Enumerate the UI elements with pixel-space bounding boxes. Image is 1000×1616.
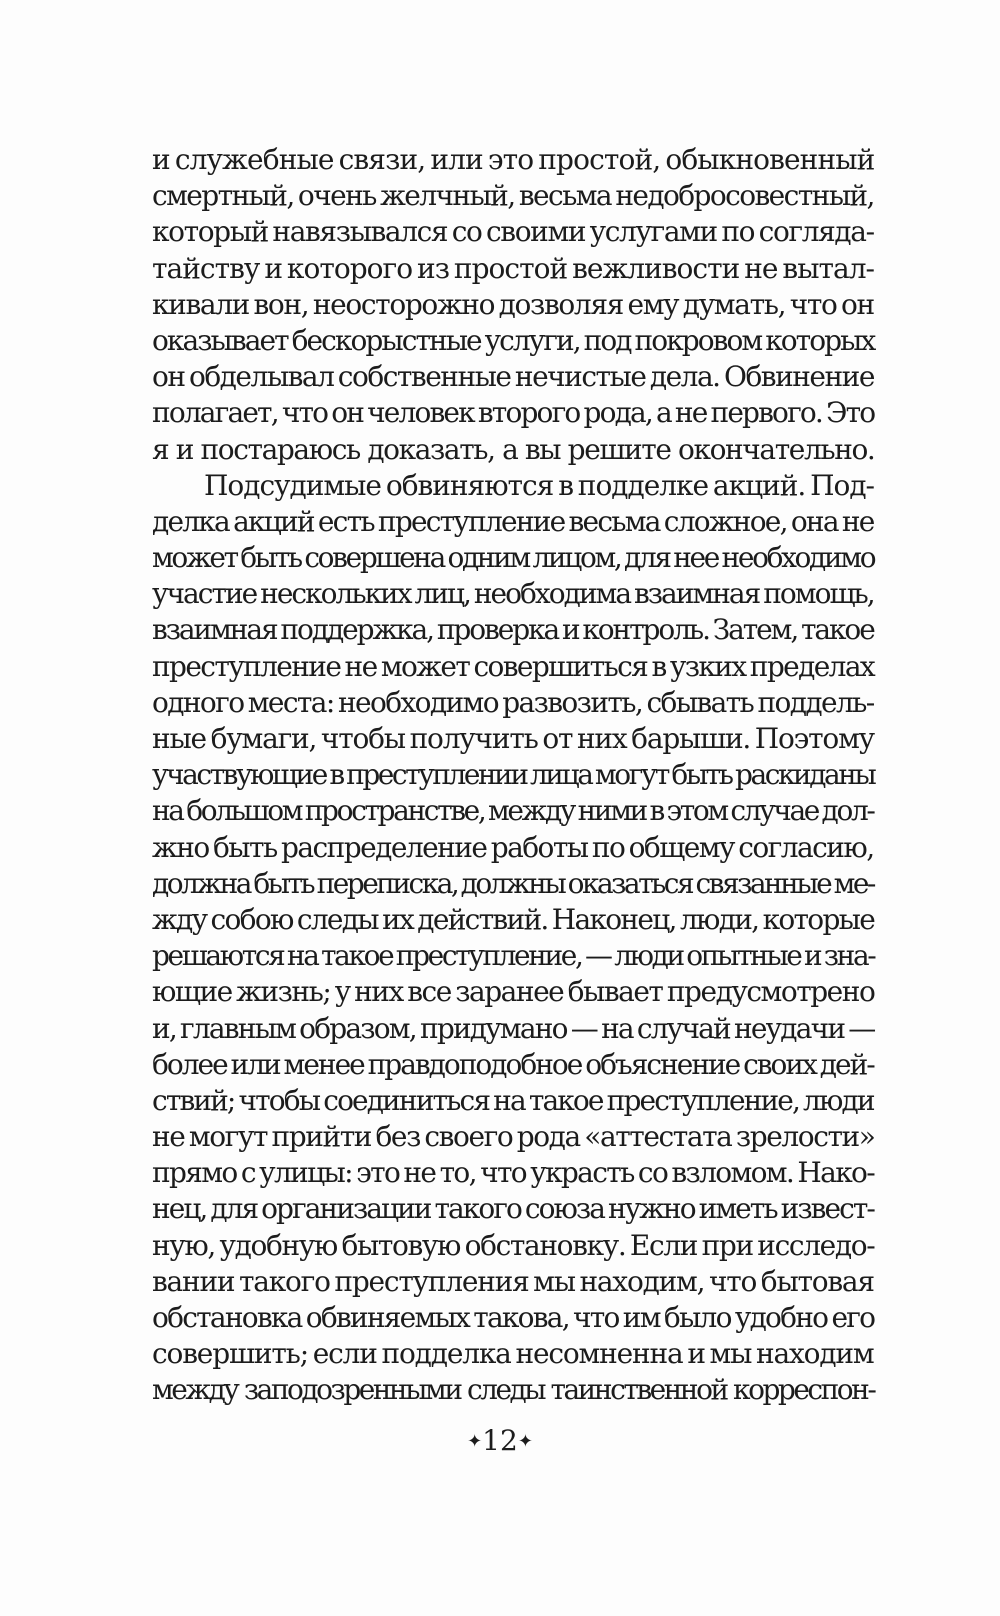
text-line: совершить; если подделка несомненна и мы находим — [152, 1337, 874, 1371]
text-line: обстановка обвиняемых такова, что им было удобно его — [152, 1301, 875, 1334]
left-ornament-icon: ✦ — [467, 1431, 483, 1452]
text-line: вании такого преступления мы находим, что бытовая — [152, 1264, 874, 1298]
text-line: преступление не может совершиться в узких пределах — [152, 649, 875, 683]
text-line: более или менее правдоподобное объяснение своих дей- — [152, 1047, 874, 1081]
text-line: жду собою следы их действий. Наконец, люди, которые — [152, 902, 875, 936]
text-line: ную, удобную бытовую обстановку. Если при исследо- — [152, 1228, 875, 1262]
text-line: кивали вон, неосторожно дозволяя ему думать, что он — [152, 287, 874, 321]
page-number — [0, 1424, 1000, 1457]
text-line: одного места: необходимо развозить, сбывать поддель- — [152, 685, 874, 719]
text-line: на большом пространстве, между ними в этом случае дол- — [152, 794, 874, 828]
right-ornament-icon: ✦ — [517, 1431, 533, 1452]
page-number-value: 12 — [482, 1424, 518, 1457]
text-line: должна быть переписка, должны оказаться связанные ме- — [152, 866, 874, 900]
text-line: решаются на такое преступление, — люди опытные и зна- — [152, 939, 875, 973]
text-line: жно быть распределение работы по общему согласию, — [152, 830, 874, 864]
text-line: не могут прийти без своего рода «аттестата зрелости» — [152, 1120, 875, 1154]
text-line: Подсудимые обвиняются в подделке акций. Под- — [204, 468, 874, 502]
paragraph — [152, 468, 874, 1409]
text-line: ющие жизнь; у них все заранее бывает предусмотрено — [152, 975, 875, 1009]
text-line: смертный, очень желчный, весьма недобросовестный, — [152, 179, 874, 213]
text-line: прямо с улицы: это не то, что украсть со взломом. Нако- — [152, 1156, 875, 1190]
paragraph — [152, 142, 874, 468]
text-line: ные бумаги, чтобы получить от них барыши. Поэтому — [152, 722, 874, 755]
text-line: участие нескольких лиц, необходима взаимная помощь, — [152, 577, 874, 611]
text-line: делка акций есть преступление весьма сложное, она не — [152, 504, 874, 538]
text-line: может быть совершена одним лицом, для нее необходимо — [152, 541, 875, 575]
body-text — [152, 142, 874, 1409]
text-line: нец, для организации такого союза нужно иметь извест- — [152, 1192, 874, 1226]
text-line: полагает, что он человек второго рода, а не первого. Это — [152, 396, 875, 430]
text-line: тайству и которого из простой вежливости не вытал- — [152, 251, 875, 285]
text-line: между заподозренными следы таинственной корреспон- — [152, 1373, 875, 1407]
text-line: участвующие в преступлении лица могут быть раскиданы — [152, 758, 875, 792]
text-line: и служебные связи, или это простой, обыкновенный — [152, 143, 875, 176]
text-line: который навязывался со своими услугами по согляда- — [152, 215, 874, 249]
text-line: взаимная поддержка, проверка и контроль. Затем, такое — [152, 613, 874, 647]
text-line: я и постараюсь доказать, а вы решите окончательно. — [152, 432, 875, 466]
text-line: ствий; чтобы соединиться на такое преступление, люди — [152, 1083, 874, 1117]
text-line: он обделывал собственные нечистые дела. Обвинение — [152, 360, 874, 394]
text-line: и, главным образом, придумано — на случай неудачи — — [152, 1011, 875, 1045]
text-line: оказывает бескорыстные услуги, под покровом которых — [152, 323, 875, 357]
